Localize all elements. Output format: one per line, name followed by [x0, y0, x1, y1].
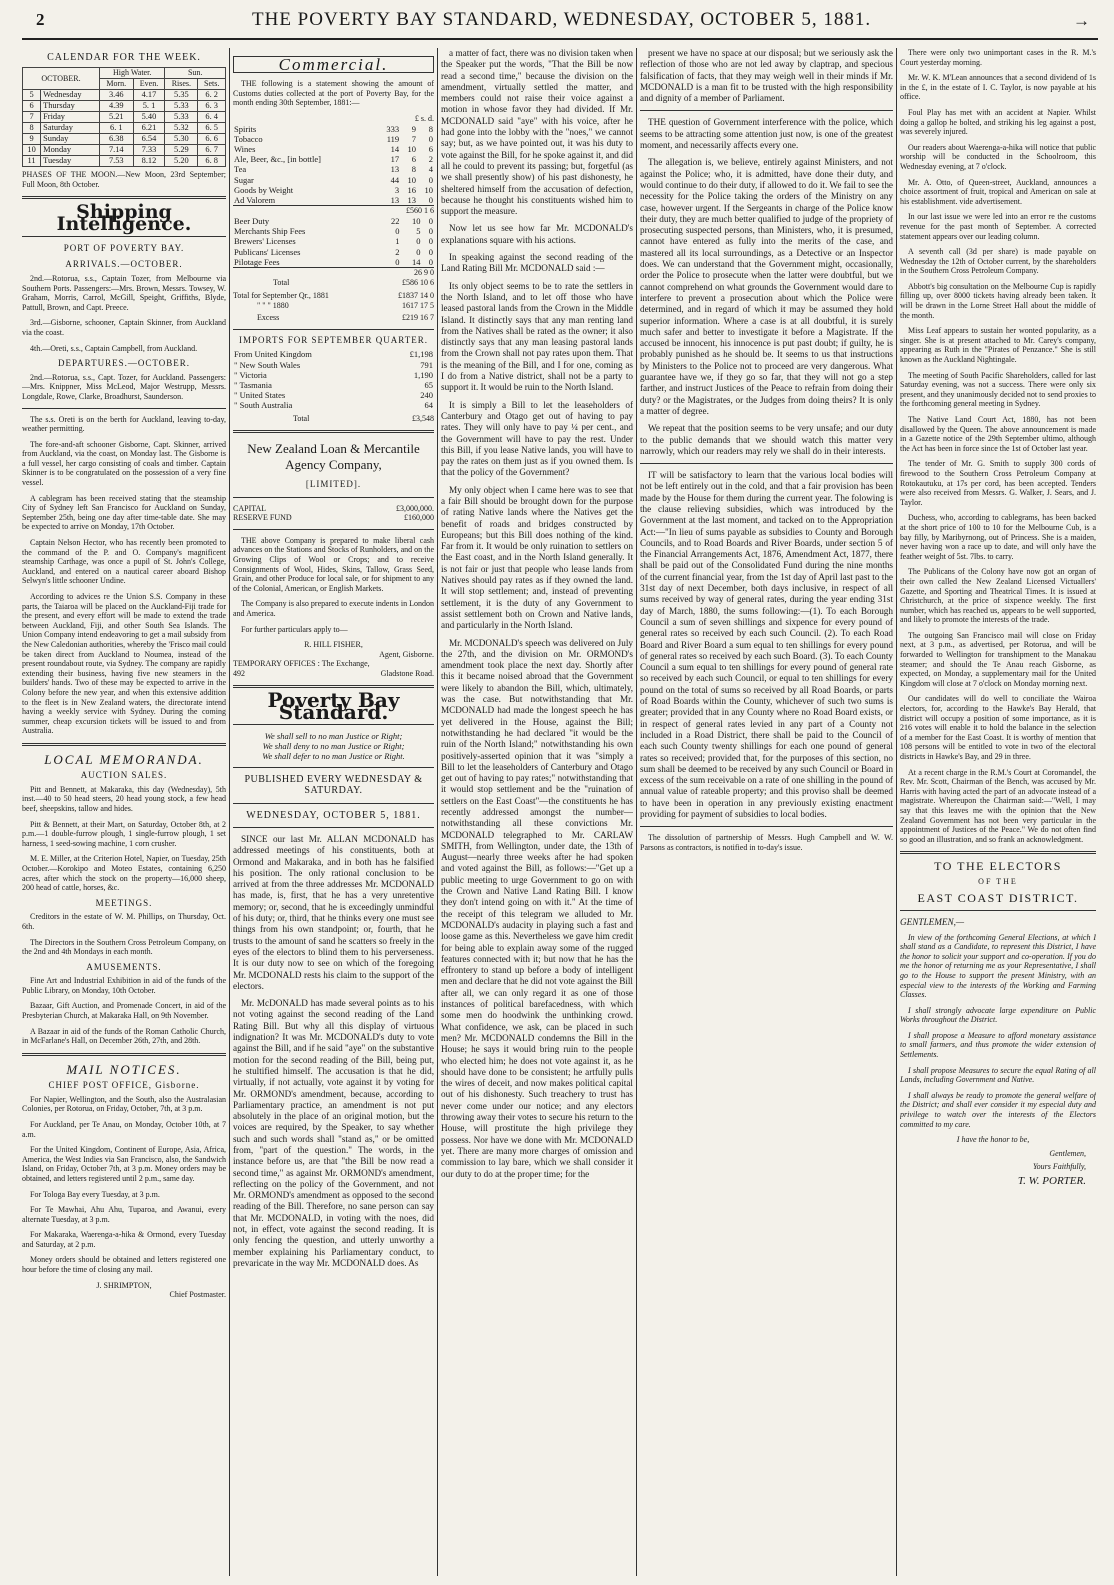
news-item: Mr. W. K. M'Lean announces that a second dividend of 1s in the £, in the estate of I. C. Taylor, is now payable at his office. [900, 73, 1096, 102]
shipping-note: According to advices re the Union S.S. Company in these parts, the Taiaroa will be placed on the Auckland-Fiji trade for the present, and every effort will be made to extend the trade between Auckland, Fiji, and other South Sea Islands. The Union Company intend endeavoring to get a mail subsidy from the New Caledonian authorities, whereby the 'Frisco mail could be taken direct from Auckland to Noumea, instead of the present roundabout route, via Sydney. The company are rapidly extending their business, having five new steamers in the builders' hands. Two of these may be expected to arrive in the Colony before the new year, and when this extensive addition to the fleet is in New Zealand waters, the directorate intend having a weekly service with Sydney. During the coming summer, cheap excursion tickets will be issued to and from Australia. [22, 592, 226, 736]
grand-total-value: £586 10 6 [402, 277, 434, 287]
amusement-item: Bazaar, Gift Auction, and Promenade Concert, in aid of the Presbyterian Church, at Makaraka Hall, on 9th November. [22, 1001, 226, 1021]
editorial-paragraph: Now let us see how far Mr. MCDONALD's explanations square with his actions. [441, 223, 633, 245]
import-row [233, 400, 434, 410]
auction-item: Pitt & Bennett, at their Mart, on Saturday, October 8th, at 2 p.m.—1 double-furrow plough, 1 single-furrow plough, 1 set harness, 1 seed-sowing machine, 1 corn crusher. [22, 819, 226, 848]
news-item: In our last issue we were led into an error re the customs revenue for the past month of September. A corrected statement appears over our leading column. [900, 212, 1096, 241]
excess-value: £219 16 7 [402, 313, 434, 323]
shipping-title: Shipping Intelligence. [56, 201, 192, 235]
editorial-part-3 [640, 48, 893, 104]
compare-row-1881 [233, 291, 434, 301]
electors-paragraph: In view of the forthcoming General Elections, at which I shall stand as a Candidate, to represent this District, I have the honor to solicit your support and co-operation. If you do me the honor of returning me as your Representative, I shall go to the House to support the present Ministry, with an especial view to the interests of the Working and Farming Classes. [900, 932, 1096, 1000]
sets-header: Sets. [198, 79, 226, 90]
editorial-paragraph: Its only object seems to be to rate the settlers in the North Island, and to let off those who have leased pastoral lands from the Crown in the Middle Island. It distinctly says that any man renting land from the Natives shall be rated as the owner; it also distinctly says that any man leasing pastoral lands from the Crown shall not pay rates upon them. That is the meaning of the Bill, and I for one, coming as I do from a Native district, shall not be a party to support it. It would be ruin to the North Island. [441, 280, 633, 393]
fee-row-cell: 14 [411, 256, 421, 267]
column-rule [437, 48, 438, 1576]
closing-3: Yours Faithfully, [1032, 1162, 1086, 1172]
import-row-cell: " Tasmania [234, 380, 272, 391]
calendar-cell: 10 [23, 145, 41, 156]
imports-total-value: £3,548 [412, 413, 434, 423]
import-row [233, 380, 434, 390]
loan-apply: For further particulars apply to— [241, 624, 348, 634]
duty-row-cell: 0 [428, 133, 433, 144]
motto-3: We shall defer to no man Justice or Right. [262, 751, 405, 762]
duty-row-cell: 8 [428, 123, 433, 134]
calendar-cell: 8 [23, 123, 41, 134]
electors-paragraph: I shall propose Measures to secure the equal Rating of all Lands, including Government and Native. [900, 1065, 1096, 1085]
arrival-item: 2nd.—Rotorua, s.s., Captain Tozer, from Melbourne via Southern Ports. Passengers:—Mrs. Brown, Messrs. Towsey, W. Graham, Morris, Carrol, McGill, Speight, Griffiths, Blyde, Pattull, Brown, and Capt. Preece. [22, 273, 226, 312]
arrow-icon: → [1073, 11, 1090, 30]
calendar-cell: Wednesday [41, 90, 100, 101]
calendar-cell: Tuesday [41, 156, 100, 167]
compare-value-1880: 1617 17 5 [402, 300, 434, 310]
news-item: The Publicans of the Colony have now got an organ of their own called the New Zealand Licensed Victuallers' Gazette, and Sporting and Theatrical Times. It is issued at Christchurch, at the price of sixpence weekly. The first number, which has reached us, appears to be well supported, and likely to promote the interests of the trade. [900, 567, 1096, 625]
calendar-cell: 5.30 [165, 134, 198, 145]
capital-label: CAPITAL [233, 503, 267, 513]
fee-row-cell: 0 [428, 236, 433, 247]
editorial-paragraph: It is simply a Bill to let the leaseholders of Canterbury and Otago get out of having to pay rates. They will only have to pay ¼ per cent., and the Government will have to pay the rest. Under this Bill, if you lease Native lands, you will have to pay the rates on them just as if you owned them. Is that the policy of the Government? [441, 399, 633, 478]
loan-body-2: The Company is also prepared to execute indents in London and America. [233, 599, 434, 618]
calendar-cell: 6. 3 [198, 101, 226, 112]
compare-row-1880 [233, 301, 434, 311]
fee-row-cell: 22 [391, 215, 400, 226]
calendar-cell: 6. 1 [99, 123, 133, 134]
calendar-cell: 7.33 [133, 145, 165, 156]
calendar-cell: 5.33 [165, 112, 198, 123]
amusement-item: A Bazaar in aid of the funds of the Roman Catholic Church, in McFarlane's Hall, on December 26th, 27th, and 28th. [22, 1026, 226, 1046]
subsidies-editorial [640, 470, 893, 820]
calendar-cell: 8.12 [133, 156, 165, 167]
editorial-paragraph: a matter of fact, there was no division taken when the Speaker put the words, "That the Bill be now read a second time," because the division on the amendment, virtually settled the matter, and members could not raise their voice against a motion in whose favor they had divided. If Mr. MCDONALD said "aye" with his voice, after he had gone into the lobby with the "noes," we cannot say; but, as we have pointed out, it was his duty to vote against the Bill, for he spoke against it, and did all he could to prevent its passing; but, forgetful (as we shall presently show) of his past dishonesty, he sheltered himself from the accusation of defection, because he thought his constituents wished him to support the measure. [441, 48, 633, 217]
arrivals-head: ARRIVALS.—OCTOBER. [65, 259, 183, 270]
duty-row-cell: 10 [424, 184, 433, 195]
imports-title: IMPORTS FOR SEPTEMBER QUARTER. [239, 334, 428, 345]
high-water-header: High Water. [99, 68, 164, 79]
grand-total-row [233, 278, 434, 288]
editorial-paragraph: We repeat that the position seems to be very unsafe; and our duty to the public demands that we should watch this matter very narrowly, which our readers may rely we shall do in their interests. [640, 423, 893, 456]
calendar-month-header: OCTOBER. [23, 68, 100, 90]
duty-row-cell: 14 [390, 144, 400, 155]
calendar-title: CALENDAR FOR THE WEEK. [47, 52, 201, 63]
electors-of: OF THE [978, 876, 1018, 886]
column-rule [896, 48, 897, 1576]
reserve-label: RESERVE FUND [233, 513, 292, 523]
money-header: £ s. d. [414, 114, 434, 124]
fee-row-cell: Brewers' Licenses [234, 236, 296, 247]
arrival-item: 4th.—Oreti, s.s., Captain Campbell, from Auckland. [30, 343, 198, 353]
calendar-cell: 3.46 [99, 90, 133, 101]
meeting-item: The Directors in the Southern Cross Petroleum Company, on the 2nd and 4th Mondays in each month. [22, 937, 226, 957]
local-news [900, 48, 1096, 844]
calendar-cell: 9 [23, 134, 41, 145]
duty-row-cell: 6 [428, 144, 433, 155]
calendar-cell: 6. 5 [198, 123, 226, 134]
duty-row-cell: 119 [386, 133, 400, 144]
editorial-paragraph: present we have no space at our disposal; but we seriously ask the reflection of those who are not led away by claptrap, and specious falsification of facts, that they may weigh well in their minds if Mr. MCDONALD is a man fit to be trusted with the high responsibility and dignity of a member of Parliament. [640, 48, 893, 104]
paper-title: THE POVERTY BAY STANDARD, WEDNESDAY, OCTOBER 5, 1881. [252, 9, 872, 30]
morn-header: Morn. [99, 79, 133, 90]
mail-item: For Napier, Wellington, and the South, also the Australasian Colonies, per Rotorua, on Friday, October, 7th, at 3 p.m. [22, 1094, 226, 1114]
capital-value: £3,000,000. [396, 503, 434, 513]
news-item: A seventh call (3d per share) is made payable on Wednesday the 12th of October current, by the shareholders in the Southern Cross Petroleum Company. [900, 247, 1096, 276]
import-row-cell: " New South Wales [234, 359, 301, 370]
compare-label-1880: " " " 1880 [257, 300, 289, 310]
loan-ref: 492 [233, 668, 245, 678]
import-row-cell: 1,190 [413, 369, 433, 380]
dissolution-notice: The dissolution of partnership of Messrs. Hugh Campbell and W. W. Parsons as contractors, is notified in to-day's issue. [640, 833, 893, 852]
calendar-cell: 6.21 [133, 123, 165, 134]
news-item: Mr. A. Otto, of Queen-street, Auckland, announces a choice assortment of fruit, tropical and American on sale at his establishment. vide advertisement. [900, 177, 1096, 206]
editorial-part-1 [233, 834, 434, 1269]
import-row-cell: " Victoria [234, 369, 267, 380]
commercial-intro: THE following is a statement showing the amount of Customs duties collected at the port of Poverty Bay, for the month ending 30th September, 1881:— [233, 79, 434, 108]
amusements-head: AMUSEMENTS. [86, 961, 162, 972]
compare-label-1881: Total for September Qr., 1881 [233, 291, 329, 301]
duty-row [233, 144, 434, 154]
even-header: Even. [133, 79, 165, 90]
duty-row-cell: Ad Valorem [234, 195, 276, 206]
duty-row-cell: Goods by Weight [234, 184, 294, 195]
fee-row [233, 226, 434, 236]
closing-1: I have the honor to be, [956, 1135, 1030, 1145]
fee-row-cell: 5 [416, 226, 421, 237]
mail-item: For Makaraka, Waerenga-a-hika & Ormond, every Tuesday and Saturday, at 2 p.m. [22, 1230, 226, 1249]
duties-table [233, 124, 434, 206]
calendar-cell: 11 [23, 156, 41, 167]
news-item: There were only two unimportant cases in the R. M.'s Court yesterday morning. [900, 48, 1096, 67]
fee-row-cell: 0 [395, 256, 400, 267]
loan-title: New Zealand Loan & Mercantile Agency Company, [247, 441, 420, 473]
fee-row-cell: 0 [428, 256, 433, 267]
duty-row-cell: 333 [386, 123, 400, 134]
mail-item: Money orders should be obtained and letters registered one hour before the time of closing any mail. [22, 1255, 226, 1275]
duty-row [233, 124, 434, 134]
news-item: The tender of Mr. G. Smith to supply 300 cords of firewood to the Southern Cross Petroleum Company at Rotokautuku, at 17s per cord, has been accepted. Tenders were also received from Messrs. G. Walker, J. Sears, and J. Taylor. [900, 459, 1096, 507]
duty-row-cell: 17 [390, 154, 400, 165]
mail-item: For Auckland, per Te Anau, on Monday, October 10th, at 7 a.m. [22, 1119, 226, 1139]
import-row-cell: From United Kingdom [234, 349, 312, 360]
fees-total: 26 9 0 [233, 267, 434, 278]
calendar-cell: 5.35 [165, 90, 198, 101]
auction-item: Pitt and Bennett, at Makaraka, this day (Wednesday), 5th inst.—40 to 50 head steers, 20 head young stock, a few head beef, sheepskins, tallow and hides. [22, 784, 226, 813]
port-title: PORT OF POVERTY BAY. [63, 243, 185, 254]
masthead [22, 6, 1098, 40]
duty-row-cell: 10 [407, 144, 417, 155]
editorial-paragraph: Mr. McDONALD has made several points as to his not voting against the second reading of the Land Rating Bill. But why all this display of virtuous indignation? It was Mr. MCDONALD's duty to vote against the Bill, and if he said "aye" on the substantive motion for the second reading of the Bill, being put, he stultified himself. The accusation is that he did, virtually, if not actually, vote against it by voting for Mr. ORMOND's amendment, because, according to Parliamentary practice, an amendment is not put absolutely in the place of an original motion, but the voices are required, by the Speaker, to say whether such and such words shall "stand as," or be omitted from, "part of the question." The words, in the instance before us, are that "the Bill be now read a second time," as against Mr. ORMOND's amendment, reflecting on the policy of the Government, and not Mr. ORMOND's amendment as opposed to the second reading of the Bill. Therefore, no sane person can say that Mr. MCDONALD, in voting with the noes, did not, in effect, vote against the second reading. It is only fencing the question, and utterly unworthy a member explaining his Parliamentary conduct, to prevaricate in the way Mr. MCDONALD does. As [233, 998, 434, 1268]
loan-limited: [LIMITED]. [305, 479, 362, 490]
shipping-note: The fore-and-aft schooner Gisborne, Capt. Skinner, arrived from Auckland, via the coast, on Monday last. The Gisborne is a full vessel, her cargo consisting of coals and timber. Captain Skinner is to be congratulated on the possession of a very fine vessel. [22, 439, 226, 488]
duty-row [233, 164, 434, 174]
mail-item: For the United Kingdom, Continent of Europe, Asia, Africa, America, the West Indies via San Francisco, also, the Sandwich Island, on Friday, October 7th, at 3 p.m. Money orders may be obtained, and letters registered until 2 p.m., same day. [22, 1145, 226, 1183]
editorial-paragraph: SINCE our last Mr. ALLAN MCDONALD has addressed meetings of his constituents, both at Ormond and Makaraka, and in both has he falsified his position. The only rational conclusion to be arrived at from the three addresses Mr. MCDONALD has made, is, first, that he has a very unretentive memory; or, second, that he is exceedingly unmindful of his duty; or, third, that he thinks every one must see things from his own standpoint; or, fourth, that he trusts to the amount of sand he scatters so freely in the eyes of the electors to blind them to his perverseness. It is our duty now to see on which of the foregoing Mr. MCDONALD rests his claim to the support of the electors. [233, 833, 434, 991]
auctions-list [22, 785, 226, 893]
calendar-cell: 6. 8 [198, 156, 226, 167]
column-4 [640, 48, 893, 1576]
duty-row-cell: 9 [411, 123, 417, 134]
fee-row-cell: 0 [428, 215, 433, 226]
news-item: Abbott's big consultation on the Melbourne Cup is rapidly filling up, over 8000 tickets having already been taken. It will be drawn in the Lorne Street Hall about the middle of the month. [900, 281, 1096, 320]
duty-row-cell: 0 [428, 195, 433, 206]
fee-row [233, 216, 434, 226]
import-row [233, 349, 434, 359]
fees-table [233, 216, 434, 267]
sun-header: Sun. [165, 68, 226, 79]
news-item: Miss Leaf appears to sustain her wonted popularity, as a singer. She is at present attached to Mr. Carey's company, appearing as Ruth in the "Pirates of Penzance." She is still known as the Auckland Nightingale. [900, 326, 1096, 365]
electors-signer: T. W. PORTER. [1017, 1175, 1086, 1187]
duty-row-cell: Spirits [234, 123, 257, 134]
standard-title: Poverty Bay Standard. [267, 688, 400, 724]
column-2 [233, 48, 434, 1576]
electors-address [900, 933, 1096, 1130]
editorial-paragraph: IT will be satisfactory to learn that the various local bodies will not be left entirely out in the cold, and that a fair provision has been made by the House for them during the current year. The folowing is the clause relieving subsidies, which was introduced by the Government at the last moment, and tacked on to the Appropriation Act:—"In lieu of sums payable as subsidies to County and Borough Councils, and to Road Boards and River Boards, under section 5 of the Financial Arrangements Act, 1876, Amendment Act, 1877, there shall be paid out of the Consolidated Fund during the nine months of the current financial year, from the 1st day of April last past to the 31st day of next December, both days inclusive, in respect of all sums received by way of general rates, during the year ending 31st day of March, 1880, the sums following:—(1). To each Borough Council a sum of seven shillings and sixpence for every pound of general rates so received by each such Council. (2). To each Road Board and River Board a sum equal to ten shillings for every pound of general rates so received by each such Board. (3). To each County Council a sum equal to ten shillings for every pound of general rate so received by each such Council, or equal to ten shillings for every pound on the total of sums so received by all Road Boards, or parts of Road Boards within the County, whichever of such two sums is greater; provided that in any County where no Road Board exists, or in respect of general rates levied in any part of a County not included in a Road District, there shall be paid to the Council of each such County twenty shillings for each one pound of general rates so received; provided that, for the purposes of this section, no sum shall be deemed to be received by any such Council or Board in excess of the sum receivable on a rate of one shilling in the pound of annual value of rateable property; and this proviso shall be deemed to have been in operation in any previously existing enactment providing for payment of subsidies to local bodies. [640, 470, 893, 819]
electors-salutation: GENTLEMEN,— [900, 917, 965, 928]
calendar-row [23, 134, 226, 145]
calendar-row [23, 145, 226, 156]
calendar-row [23, 101, 226, 112]
calendar-cell: 6.54 [133, 134, 165, 145]
import-row-cell: " United States [234, 390, 286, 401]
duty-row-cell: 10 [407, 174, 417, 185]
calendar-cell: 6. 6 [198, 134, 226, 145]
calendar-cell: 5.32 [165, 123, 198, 134]
duty-row [233, 185, 434, 195]
editorial-paragraph: Mr. MCDONALD's speech was delivered on July the 27th, and the division on Mr. ORMOND's amendment took place the next day. Shortly after this it became noised abroad that the Government were likely to abandon the Bill, which, ultimately, was the case. But notwithstanding that Mr. MCDONALD had made the longest speech he has yet delivered in the House, against the Bill; notwithstanding he had declared "it would be the ruin of the North Island;" notwithstanding his own positively-asserted opinion that it was "simply a Bill to let the leaseholders of Canterbury and Otago get out of having to pay rates;" notwithstanding that it would stop settlement and be the "ruination of settlers on the East Coast"—the constituents he has recently addressed amongst the number—notwithstanding all these convictions Mr. MCDONALD telegraphed to Mr. CARLAW SMITH, from Wellington, under date, the 13th of August—nearly three weeks after he had spoken and voted against the Bill, as follows:—"Get up a public meeting to urge Government to go on with the Crown and Native Land Rating Bill. I know they don't intend going on with it." At the time of the receipt of this telegram we alluded to Mr. MCDONALD's audacity in playing such a fast and loose game as this. Nevertheless we gave him credit for being able to explain away some of the rugged features connected with it; but now that he has the effrontery to stand up before a body of intelligent men and declare that he did not vote against the Bill after all, we can only regard it as one of those instances of political barefacedness, with which some men do hoodwink the unthinking crowd. What confidence, we ask, can be placed in such men? Mr. MCDONALD condemns the Bill in the House; he says it would bring ruin to the people who elected him; he does not vote against it, as he should have done to be consistent; he artfully pulls the wires of deceit, and now makes political capital out of his dishonesty. Such treachery to trust has never come under our notice; and any electors throwing away their votes to secure his return to the House, will prostitute the high privilege they possess. Nor have we done with Mr. MCDONALD yet. There are many more charges of omission and commission to lay bare, which we shall consider it our duty to do at the proper time; for the [441, 637, 633, 1179]
import-row-cell: £1,198 [409, 349, 433, 360]
news-item: The Native Land Court Act, 1880, has not been disallowed by the Queen. The above announcement is made in a Gazette notice of the 29th September ultimo, although the Act has been in force since the 1st of October last year. [900, 415, 1096, 453]
mail-item: For Te Mawhai, Ahu Ahu, Tuparoa, and Awanui, every alternate Tuesday, at 3 p.m. [22, 1205, 226, 1224]
amusement-item: Fine Art and Industrial Exhibition in aid of the funds of the Public Library, on Monday, 10th October. [22, 976, 226, 995]
import-row-cell: 791 [420, 359, 433, 370]
fee-row-cell: Pilotage Fees [234, 256, 280, 267]
import-row-cell: 240 [420, 390, 433, 401]
fee-row [233, 257, 434, 267]
amusements-list [22, 976, 226, 1046]
calendar-cell: 5.20 [165, 156, 198, 167]
electors-paragraph: I shall strongly advocate large expenditure on Public Works throughout the District. [900, 1005, 1096, 1025]
calendar-cell: 4.39 [99, 101, 133, 112]
calendar-cell: 6. 4 [198, 112, 226, 123]
fee-row [233, 247, 434, 257]
excess-label: Excess [257, 313, 280, 323]
departures-head: DEPARTURES.—OCTOBER. [58, 358, 190, 369]
loan-body: THE above Company is prepared to make liberal cash advances on the Stations and Stocks of Runholders, and on the Growing Clips of Wool or Crops; and to receive Consignments of Wool, Hides, Skins, Tallow, Grass Seed, Grain, and other Produce for local sale, or for shipment to any of the Colonial, American, or English Markets. [233, 535, 434, 593]
closing-2: Gentlemen, [1049, 1148, 1086, 1158]
duty-row-cell: Ale, Beer, &c., [in bottle] [234, 154, 321, 165]
duty-row-cell: 2 [428, 154, 433, 165]
duty-row-cell: Tobacco [234, 133, 263, 144]
fee-row-cell: 0 [416, 246, 421, 257]
loan-address-row [233, 669, 434, 679]
electors-district: EAST COAST DISTRICT. [917, 890, 1079, 905]
rises-header: Rises. [165, 79, 198, 90]
mail-item: For Tologa Bay every Tuesday, at 3 p.m. [30, 1189, 160, 1199]
calendar-body [23, 90, 226, 167]
editorial-paragraph: My only object when I came here was to see that a fair Bill should be brought down for the purpose of rating Native lands where the Natives get the benefit of roads and bridges constructed by Europeans; but this Bill does nothing of the kind. Far from it. It would be only ruination to settlers on the East coast, and in the North Island generally. It is not fair or just that people who lease lands from Natives should pay rates as if they owned the land. It will stop settlement; and, instead of preventing settlement, it is the duty of any Government to assist settlement both on Crown and Native lands, and particularly in the North Island. [441, 484, 633, 631]
news-item: The outgoing San Francisco mail will close on Friday next, at 3 p.m., as advertised, per Rotorua, and will be forwarded to Wellington for transhipment to the Manakau steamer; and should the Te Anau reach Gisborne, as expected, on Monday, a supplementary mail for the United Kingdom will close at 7 o'clock on Monday morning next. [900, 630, 1096, 688]
duty-row-cell: 6 [411, 154, 417, 165]
calendar-cell: 7.14 [99, 145, 133, 156]
imports-total-label: Total [293, 413, 310, 423]
duty-row-cell: 13 [390, 195, 400, 206]
loan-agent: R. HILL FISHER, [304, 640, 363, 650]
fee-row-cell: 1 [395, 236, 400, 247]
motto-2: We shall deny to no man Justice or Right; [262, 741, 405, 752]
mail-title: MAIL NOTICES. [66, 1061, 182, 1077]
calendar-cell: Monday [41, 145, 100, 156]
duty-row-cell: Wines [234, 144, 256, 155]
mail-list [22, 1095, 226, 1275]
calendar-cell: 6.38 [99, 134, 133, 145]
column-rule [229, 48, 230, 1576]
fee-row-cell: 10 [411, 215, 421, 226]
postmaster-title: Chief Postmaster. [169, 1290, 226, 1300]
duty-row-cell: 13 [390, 164, 400, 175]
departure-item: 2nd.—Rotorua, s.s., Capt. Tozer, for Auckland. Passengers:—Mrs. Knippner, Miss McLeod, Major Westrupp, Messrs. Longdale, Rowe, Clarke, Broadhurst, Saunderson. [22, 372, 226, 401]
import-row [233, 370, 434, 380]
calendar-cell: 4.17 [133, 90, 165, 101]
departures-list [22, 373, 226, 402]
moon-phases: PHASES OF THE MOON.—New Moon, 23rd September; Full Moon, 8th October. [22, 170, 226, 189]
calendar-cell: 5.21 [99, 112, 133, 123]
news-item: Duchess, who, according to cablegrams, has been backed at the short price of 100 to 10 for the Melbourne Cub, is a bay filly, by Maribyrnong, out of Princess. She is a maiden, never having won a race up to date, and will only have the feather weight of 5st. 7lbs. to carry. [900, 513, 1096, 561]
import-row [233, 360, 434, 370]
issue-date: WEDNESDAY, OCTOBER 5, 1881. [246, 809, 421, 821]
import-row-cell: 64 [424, 400, 433, 411]
news-item: Foul Play has met with an accident at Napier. Whilst doing a gallop he bolted, and striking his leg against a post, was severely injured. [900, 107, 1096, 137]
calendar-row [23, 123, 226, 134]
grand-total-label: Total [273, 277, 290, 287]
calendar-cell: Saturday [41, 123, 100, 134]
editorial-paragraph: THE question of Government interference with the police, which seems to be attracting some attention just now, is one of the greatest moment, and necessarily affects every one. [640, 117, 893, 151]
auction-head: AUCTION SALES. [80, 770, 168, 781]
news-item: Our candidates will do well to conciliate the Wairoa electors, for, according to the Hawke's Bay Herald, that district will occupy a position of some importance, as it is 216 votes will enable it to hold the balance in the selection of a member for the East Coast. It is worthy of mention that 108 persons will be entitled to vote in two of the electoral districts in Hawke's Bay, and 29 in three. [900, 694, 1096, 761]
duty-row [233, 134, 434, 144]
published-line: PUBLISHED EVERY WEDNESDAY & SATURDAY. [244, 774, 423, 797]
duty-row [233, 154, 434, 164]
news-item: At a recent charge in the R.M.'s Court at Coromandel, the Rev. Mr. Scott, Chairman of the Bench, was accused by Mr. Harris with having acted the part of an advocate instead of a magistrate. Whereupon the Chairman said:—"Well, I may say that this leaves me with the opinion that the New Zealand Government has not been very particular in the appointment of Justices of the Peace." We do not often find so good an illustration, and so frank an acknowledgment. [900, 767, 1096, 844]
calendar-cell: 5.33 [165, 101, 198, 112]
meetings-list [22, 912, 226, 956]
calendar-cell: 5 [23, 90, 41, 101]
fee-row-cell: Merchants Ship Fees [234, 226, 306, 237]
calendar-table [22, 67, 226, 167]
calendar-row [23, 112, 226, 123]
imports-total-row [233, 414, 434, 424]
loan-address: Gladstone Road. [380, 668, 434, 678]
duties-total: £560 1 6 [233, 205, 434, 216]
calendar-row [23, 156, 226, 167]
calendar-cell: 5.29 [165, 145, 198, 156]
calendar-cell: 6. 7 [198, 145, 226, 156]
calendar-cell: 5.40 [133, 112, 165, 123]
duty-row-cell: Tea [234, 164, 247, 175]
calendar-cell: Friday [41, 112, 100, 123]
fee-row-cell: 0 [395, 226, 400, 237]
editorial-part-2 [441, 48, 633, 1180]
meetings-head: MEETINGS. [95, 897, 153, 908]
editorial-paragraph: In speaking against the second reading of the Land Rating Bill Mr. MCDONALD said :— [441, 252, 633, 274]
auction-item: M. E. Miller, at the Criterion Hotel, Napier, on Tuesday, 25th October.—Korokipo and Moteo Estates, containing 6,250 acres, after which the stock on the property—16,000 sheep, 200 head of cattle, horses, &c. [22, 854, 226, 893]
calendar-cell: 5. 1 [133, 101, 165, 112]
shipping-note: A cablegram has been received stating that the steamship City of Sydney left San Francisco for Auckland on Sunday, September 25th, being one day after time-table date. She may be expected to arrive on Monday, 17th October. [22, 493, 226, 532]
calendar-cell: Thursday [41, 101, 100, 112]
shipping-note: The s.s. Oreti is on the berth for Auckland, leaving to-day, weather permitting. [22, 414, 226, 434]
fee-row-cell: 0 [416, 236, 421, 247]
capital-row [233, 504, 434, 514]
fee-row-cell: Beer Duty [234, 215, 270, 226]
loan-offices: TEMPORARY OFFICES : The Exchange, [233, 659, 370, 669]
loan-agent-title: Agent, Gisborne. [379, 649, 434, 659]
calendar-row [23, 90, 226, 101]
fee-row-cell: 0 [428, 226, 433, 237]
postmaster-name: J. SHRIMPTON, [96, 1280, 152, 1290]
imports-table [233, 349, 434, 410]
police-editorial [640, 117, 893, 457]
import-row [233, 390, 434, 400]
duty-row-cell: Sugar [234, 174, 254, 185]
reserve-row [233, 513, 434, 523]
calendar-cell: 6 [23, 101, 41, 112]
page-number: 2 [36, 10, 45, 29]
post-office: CHIEF POST OFFICE, Gisborne. [48, 1080, 200, 1091]
duty-row-cell: 3 [394, 184, 400, 195]
duty-row-cell: 4 [428, 164, 433, 175]
duty-row-cell: 13 [407, 195, 417, 206]
electors-paragraph: I shall always be ready to promote the general welfare of the District; and shall ever consider it my especial duty and privilege to watch over the interests of the Electors committed to my care. [900, 1090, 1096, 1129]
column-3 [441, 48, 633, 1576]
compare-value-1881: £1837 14 0 [398, 291, 434, 301]
duty-row-cell: 7 [411, 133, 417, 144]
calendar-cell: Sunday [41, 134, 100, 145]
fee-row-cell: 2 [395, 246, 400, 257]
calendar-cell: 6. 2 [198, 90, 226, 101]
arrival-item: 3rd.—Gisborne, schooner, Captain Skinner, from Auckland via the coast. [22, 318, 226, 337]
arrivals-list [22, 274, 226, 353]
electors-paragraph: I shall propose a Measure to afford monetary assistance to small farmers, and thus promote the wider extension of Settlements. [900, 1030, 1096, 1060]
duty-row [233, 175, 434, 185]
excess-row [233, 313, 434, 323]
fee-row [233, 236, 434, 246]
motto-1: We shall sell to no man Justice or Right; [264, 731, 403, 742]
import-row-cell: " South Australia [234, 400, 293, 411]
duty-row-cell: 8 [411, 164, 417, 175]
column-1 [22, 48, 226, 1576]
memoranda-title: LOCAL MEMORANDA. [44, 751, 204, 767]
duty-row-cell: 44 [390, 174, 400, 185]
import-row-cell: 65 [424, 380, 433, 391]
editorial-paragraph: The allegation is, we believe, entirely against Ministers, and not against the Police; who, it is admitted, have done their duty, and would continue to do their duty, if allowed to do it. We fail to see the necessity for the Police taking the orders of the Ministry on any case, however urgent. If the Sergeants in charge of the Police know their duty, they are much better qualified to judge of the propriety of prosecuting suspected persons, than Ministers, who, it is presumed, cannot have entered as fully into the merits of the case, and mastered all its local surroundings, as a Detective or an Inspector does. We can understand that the Government might, occasionally, order the Police to prosecute when the latter were doubtful, but we cannot comprehend on what grounds the Government would dare to interfere to prevent a prosecution about which the Police were determined, and in regard of which it may be assumed they hold superior information. Where a case is at all doubtful, it is surely much safer and better to investigate it before a Magistrate. If the accused be innocent, his innocence is put past doubt; if guilty, he is probably punished as he should be. It seems to us that instructions by Ministers to the Police not to proceed are very dangerous. What guarantee have we, if they go so far, that they will not go a step farther, and instruct Justices of the Peace to refrain from doing their duty? or the Magistrates, or the Judges from doing theirs? It is only a matter of degree. [640, 157, 893, 416]
column-5 [900, 48, 1096, 1576]
shipping-notes [22, 415, 226, 736]
electors-title: TO THE ELECTORS [934, 859, 1062, 874]
fee-row-cell: Publicans' Licenses [234, 246, 301, 257]
duty-row-cell: 16 [407, 184, 417, 195]
calendar-cell: 7.53 [99, 156, 133, 167]
meeting-item: Creditors in the estate of W. M. Phillips, on Thursday, Oct. 6th. [22, 912, 226, 931]
news-item: The meeting of South Pacific Shareholders, called for last Saturday evening, was not a success. There were only six present, and they unanimously decided not to send proxies to the forthcoming general meeting in Sydney. [900, 370, 1096, 409]
commercial-title: Commercial. [233, 56, 434, 73]
reserve-value: £160,000 [404, 513, 434, 523]
shipping-note: Captain Nelson Hector, who has recently been promoted to the command of the P. and O. Company's magnificent steamship Carthage, was once a pupil of St. John's College, Auckland, and entered on a nautical career aboard Bishop Selwyn's little schooner Undine. [22, 538, 226, 586]
duty-row-cell: 0 [428, 174, 433, 185]
news-item: Our readers about Waerenga-a-hika will notice that public worship will be conducted in the Schoolroom, this Wednesday evening, at 7 o'clock. [900, 142, 1096, 171]
fee-row-cell: 0 [428, 246, 433, 257]
calendar-cell: 7 [23, 112, 41, 123]
column-rule [636, 48, 637, 1576]
duty-row [233, 195, 434, 205]
